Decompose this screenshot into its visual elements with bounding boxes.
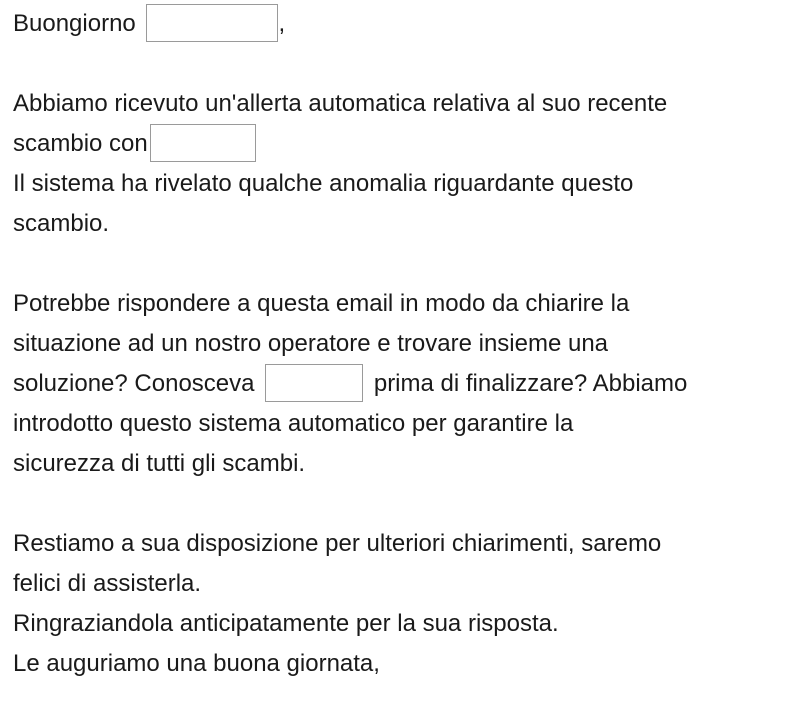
greeting-text: Buongiorno [13, 10, 136, 37]
paragraph-1-line-4: scambio. [13, 210, 110, 237]
paragraph-2-line-2: situazione ad un nostro operatore e trovare insieme una [13, 330, 609, 357]
paragraph-2-line-3 [13, 364, 687, 404]
paragraph-1-line-2 [13, 124, 256, 164]
paragraph-2-line-5: sicurezza di tutti gli scambi. [13, 450, 306, 477]
greeting-line [13, 4, 285, 44]
exchange-with-text: scambio con [13, 130, 148, 157]
paragraph-1-line-1: Abbiamo ricevuto un'allerta automatica relativa al suo recente [13, 90, 668, 117]
redacted-counterpart-box-2 [265, 364, 363, 402]
paragraph-3-line-2: felici di assisterla. [13, 570, 202, 597]
paragraph-1-line-3: Il sistema ha rivelato qualche anomalia riguardante questo [13, 170, 634, 197]
closing-wishes-line: Le auguriamo una buona giornata, [13, 650, 380, 677]
did-you-know-text: soluzione? Conosceva [13, 370, 255, 397]
paragraph-2-line-4: introdotto questo sistema automatico per garantire la [13, 410, 574, 437]
redacted-name-box [146, 4, 278, 42]
closing-thanks-line: Ringraziandola anticipatamente per la sua risposta. [13, 610, 559, 637]
paragraph-3-line-1: Restiamo a sua disposizione per ulteriori chiarimenti, saremo [13, 530, 662, 557]
greeting-comma: , [278, 10, 286, 37]
redacted-counterpart-box [150, 124, 256, 162]
before-finalizing-text: prima di finalizzare? Abbiamo [373, 370, 688, 397]
paragraph-2-line-1: Potrebbe rispondere a questa email in modo da chiarire la [13, 290, 630, 317]
